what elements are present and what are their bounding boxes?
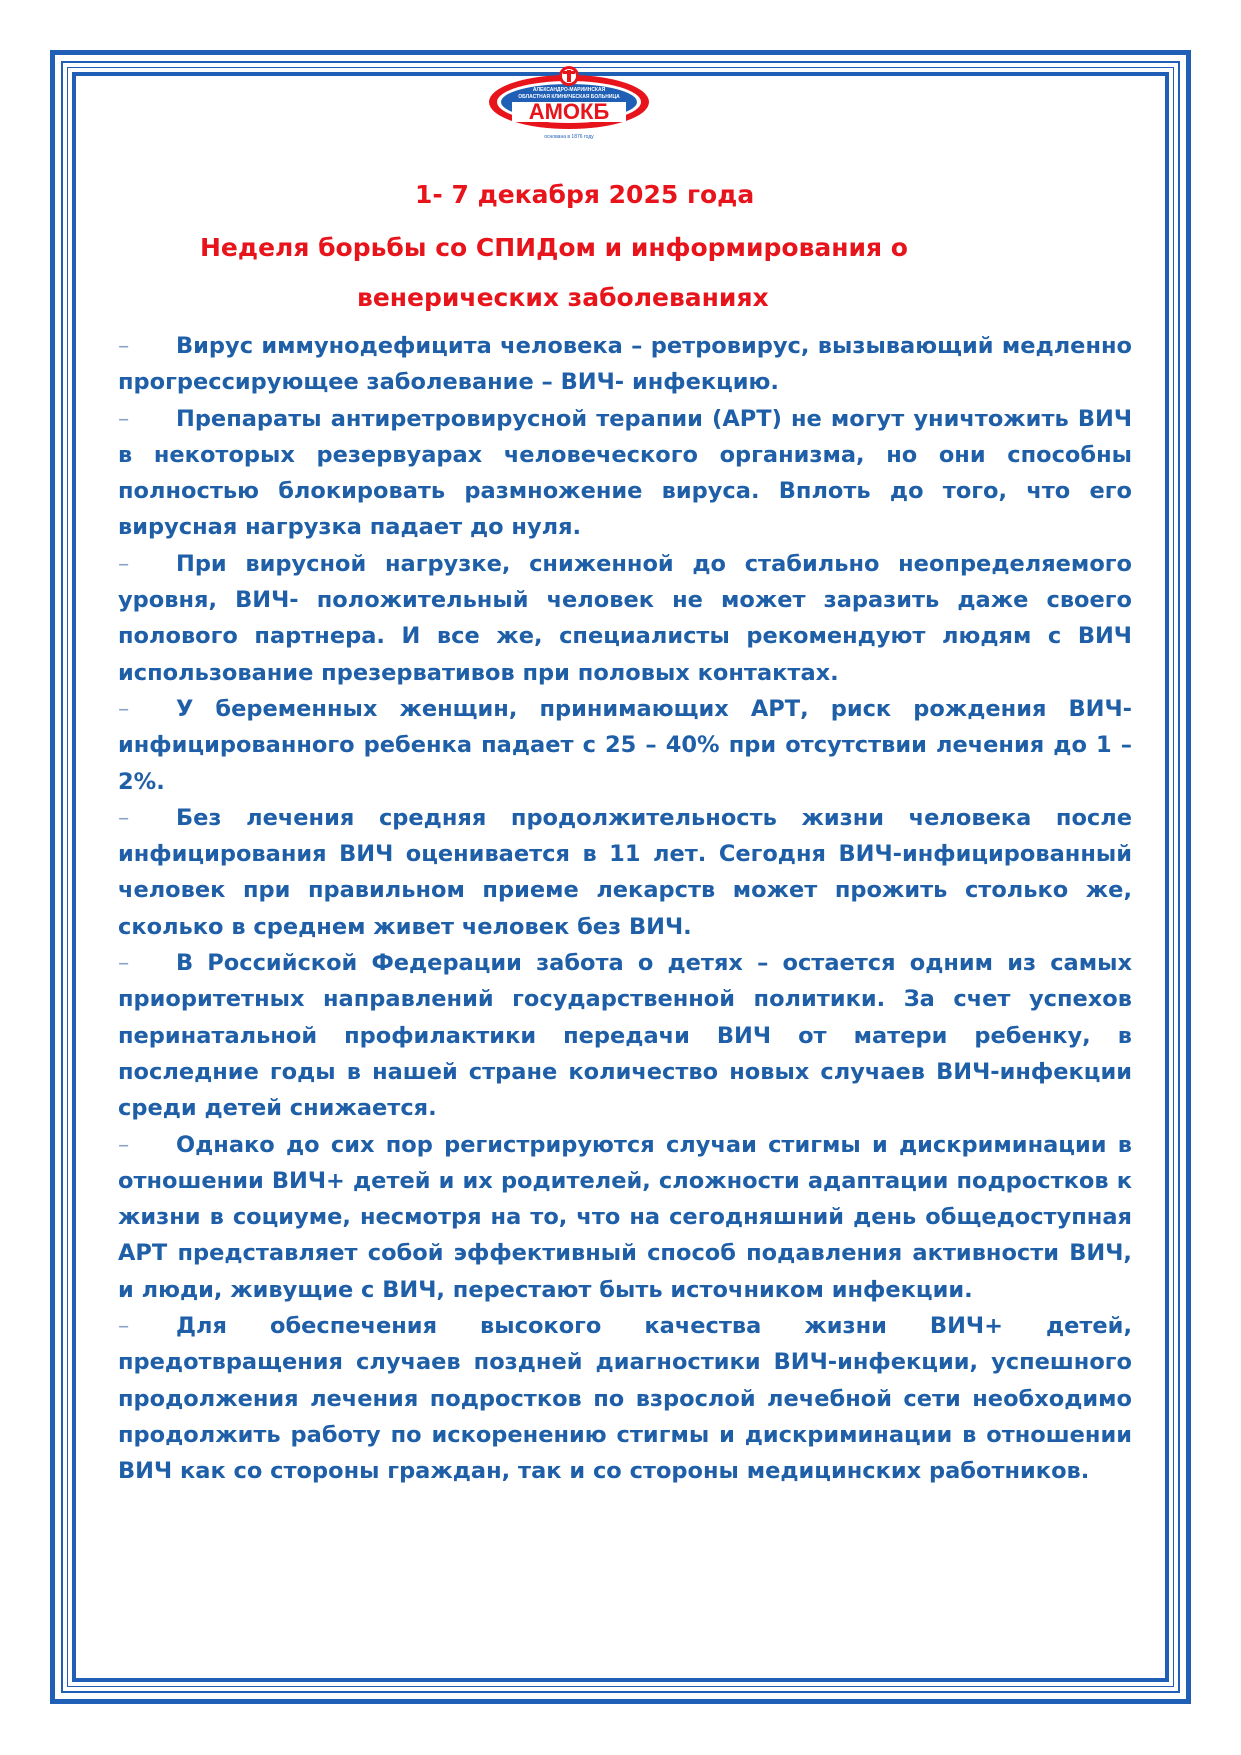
dash-marker: – xyxy=(118,333,130,359)
event-title-line2: венерических заболеваниях xyxy=(357,283,769,312)
hospital-logo xyxy=(486,64,652,146)
list-item-text: Без лечения средняя продолжительность жизни человека после инфицирования ВИЧ оценивается в 11 лет. Сегодня ВИЧ-инфицированный человек при правильном приеме лекарств может прожить столько же, сколько в среднем живет человек без ВИЧ. xyxy=(118,804,1132,940)
event-title-line1: Неделя борьбы со СПИДом и информирования о xyxy=(200,233,908,262)
svg-text:АЛЕКСАНДРО-МАРИИНСКАЯ: АЛЕКСАНДРО-МАРИИНСКАЯ xyxy=(532,87,606,93)
dash-marker: – xyxy=(118,950,130,977)
dash-marker: – xyxy=(118,405,130,432)
dash-marker: – xyxy=(118,1313,130,1340)
list-item xyxy=(118,401,1132,546)
list-item xyxy=(118,1127,1132,1308)
list-item xyxy=(118,691,1132,800)
list-item xyxy=(118,945,1132,1126)
list-item-text: Вирус иммунодефицита человека – ретровирус, вызывающий медленно прогрессирующее заболевание – ВИЧ- инфекцию. xyxy=(118,333,1132,396)
dash-marker: – xyxy=(118,695,130,722)
list-item-text: В Российской Федерации забота о детях – остается одним из самых приоритетных направлений государственной политики. За счет успехов перинатальной профилактики передачи ВИЧ от матери ребенку, в последние годы в нашей стране количество новых случаев ВИЧ-инфекции среди детей снижается. xyxy=(118,950,1132,1122)
svg-text:АМОКБ: АМОКБ xyxy=(528,99,610,124)
list-item xyxy=(118,328,1132,401)
svg-text:основана в 1876 году: основана в 1876 году xyxy=(544,134,594,140)
list-item xyxy=(118,1308,1132,1489)
list-item-text: Однако до сих пор регистрируются случаи стигмы и дискриминации в отношении ВИЧ+ детей и их родителей, сложности адаптации подростков к жизни в социуме, несмотря на то, что на сегодняшний день общедоступная АРТ представляет собой эффективный способ подавления активности ВИЧ, и люди, живущие с ВИЧ, перестают быть источником инфекции. xyxy=(118,1131,1132,1303)
list-item xyxy=(118,546,1132,691)
dash-marker: – xyxy=(118,804,130,831)
list-item xyxy=(118,800,1132,945)
svg-text:ОБЛАСТНАЯ КЛИНИЧЕСКАЯ БОЛЬНИЦА: ОБЛАСТНАЯ КЛИНИЧЕСКАЯ БОЛЬНИЦА xyxy=(518,94,620,100)
list-item-text: У беременных женщин, принимающих АРТ, риск рождения ВИЧ-инфицированного ребенка падает с 25 – 40% при отсутствии лечения до 1 – 2%. xyxy=(118,695,1132,795)
event-date: 1- 7 декабря 2025 года xyxy=(415,180,755,209)
info-list xyxy=(118,328,1132,1490)
list-item-text: Препараты антиретровирусной терапии (АРТ) не могут уничтожить ВИЧ в некоторых резервуарах человеческого организма, но они способны полностью блокировать размножение вируса. Вплоть до того, что его вирусная нагрузка падает до нуля. xyxy=(118,405,1132,541)
list-item-text: Для обеспечения высокого качества жизни ВИЧ+ детей, предотвращения случаев поздней диагностики ВИЧ-инфекции, успешного продолжения лечения подростков по взрослой лечебной сети необходимо продолжить работу по искоренению стигмы и дискриминации в отношении ВИЧ как со стороны граждан, так и со стороны медицинских работников. xyxy=(118,1313,1132,1485)
dash-marker: – xyxy=(118,1131,130,1158)
dash-marker: – xyxy=(118,550,130,577)
list-item-text: При вирусной нагрузке, сниженной до стабильно неопределяемого уровня, ВИЧ- положительный человек не может заразить даже своего полового партнера. И все же, специалисты рекомендуют людям с ВИЧ использование презервативов при половых контактах. xyxy=(118,550,1132,686)
